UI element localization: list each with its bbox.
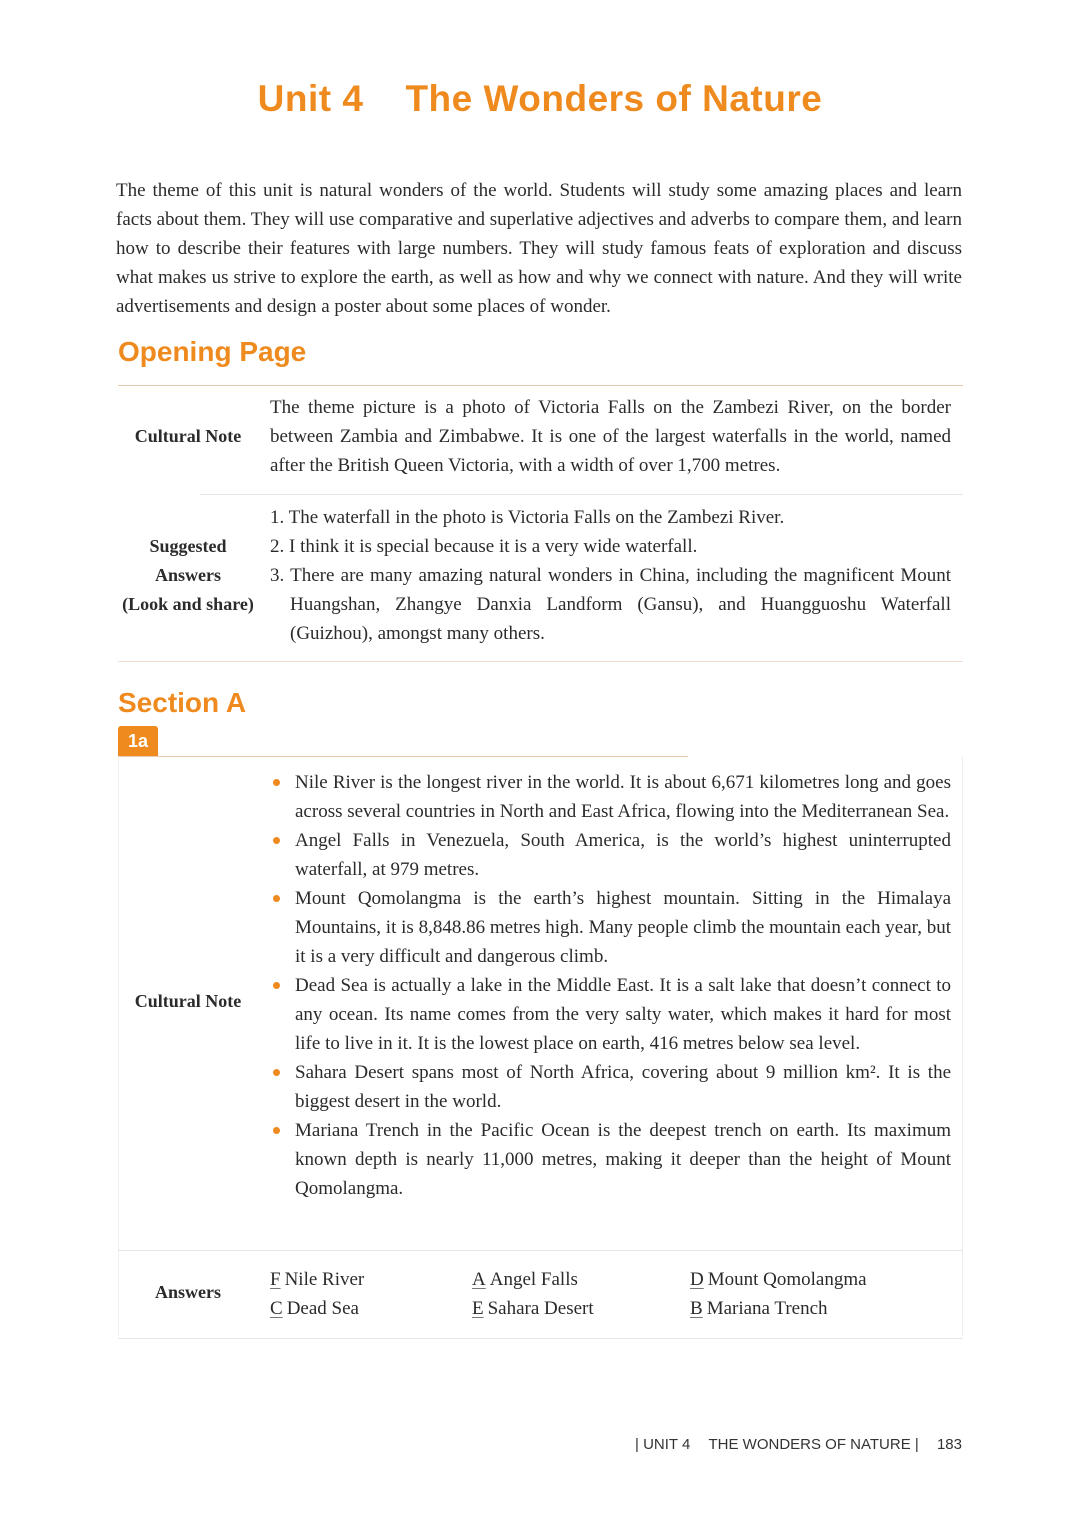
answer-item: 3. There are many amazing natural wonders in China, including the magnificent Mount Huangshan, Zhangye Danxia Landform (Gansu), and Huangguoshu Waterfall (Guizhou), amongst many others. <box>270 565 951 644</box>
suggested-label-line: (Look and share) <box>122 594 254 614</box>
answer-item <box>690 1294 867 1323</box>
section-a-heading: Section A <box>118 687 247 718</box>
answer-letter: F <box>270 1269 281 1290</box>
suggested-answers-label <box>118 532 258 619</box>
divider <box>118 756 119 1336</box>
answer-item <box>270 1265 364 1294</box>
answer-letter: D <box>690 1269 704 1290</box>
answer-item <box>690 1265 867 1294</box>
suggested-label-line: Answers <box>155 565 221 585</box>
divider <box>118 661 963 662</box>
note-text: Angel Falls in Venezuela, South America, is the world’s highest uninterrupted waterfall, at 979 metres. <box>295 830 951 880</box>
cultural-note-label: Cultural Note <box>134 991 242 1011</box>
divider <box>200 494 963 495</box>
opening-page-heading: Opening Page <box>118 336 307 367</box>
answer-letter: A <box>472 1269 486 1290</box>
answers-column <box>270 1265 364 1323</box>
bullet-icon <box>273 1069 280 1076</box>
note-text: Nile River is the longest river in the world. It is about 6,671 kilometres long and goes across several countries in North and East Africa, flowing into the Mediterranean Sea. <box>295 772 951 822</box>
answer-item: 1. The waterfall in the photo is Victoria Falls on the Zambezi River. <box>270 507 785 528</box>
note-text: Mount Qomolangma is the earth’s highest mountain. Sitting in the Himalaya Mountains, it is 8,848.86 metres high. Many people climb the mountain each year, but it is a very difficult and dangerous climb. <box>295 888 951 967</box>
answer-letter: E <box>472 1298 484 1319</box>
note-item <box>270 884 951 971</box>
unit-number: Unit 4 <box>257 78 364 119</box>
intro-paragraph: The theme of this unit is natural wonders of the world. Students will study some amazing places and learn facts about them. They will use comparative and superlative adjectives and adverbs to compare them, and learn how to describe their features with large numbers. They will study famous feats of exploration and discuss what makes us strive to explore the earth, as well as how and why we connect with nature. And they will write advertisements and design a poster about some places of wonder. <box>116 180 962 317</box>
cultural-note-label: Cultural Note <box>134 426 242 446</box>
answer-name: Mariana Trench <box>706 1298 828 1319</box>
answer-name: Nile River <box>284 1269 365 1290</box>
bullet-icon <box>273 982 280 989</box>
divider <box>118 1338 963 1339</box>
answer-item <box>472 1294 594 1323</box>
answers-column <box>472 1265 594 1323</box>
cultural-note-text <box>270 393 951 480</box>
divider <box>118 385 963 386</box>
note-text: Mariana Trench in the Pacific Ocean is the deepest trench on earth. Its maximum known depth is nearly 11,000 metres, making it deeper than the height of Mount Qomolangma. <box>295 1120 951 1199</box>
page-footer <box>621 1436 962 1453</box>
cultural-notes-list <box>270 768 951 1203</box>
answer-name: Dead Sea <box>286 1298 359 1319</box>
bullet-icon <box>273 1127 280 1134</box>
cultural-note-paragraph: The theme picture is a photo of Victoria Falls on the Zambezi River, on the border between Zambia and Zimbabwe. It is one of the largest waterfalls in the world, named after the British Queen Victoria, with a width of over 1,700 metres. <box>270 397 951 476</box>
answer-item: 2. I think it is special because it is a very wide waterfall. <box>270 536 698 557</box>
footer-unit: | UNIT 4 <box>635 1436 691 1453</box>
bullet-icon <box>273 837 280 844</box>
answers-column <box>690 1265 867 1323</box>
answers-label: Answers <box>155 1282 221 1302</box>
note-item <box>270 826 951 884</box>
divider <box>962 756 963 1336</box>
answer-name: Angel Falls <box>489 1269 578 1290</box>
page-number: 183 <box>936 1436 962 1453</box>
unit-title: The Wonders of Nature <box>405 78 823 119</box>
note-text: Dead Sea is actually a lake in the Middle East. It is a salt lake that doesn’t connect to any ocean. Its name comes from the very salty water, which makes it hard for most life to live in it. It is the lowest place on earth, 416 metres below sea level. <box>295 975 951 1054</box>
answer-name: Sahara Desert <box>487 1298 594 1319</box>
page-title <box>0 78 1080 120</box>
answer-name: Mount Qomolangma <box>707 1269 867 1290</box>
footer-title: THE WONDERS OF NATURE | <box>708 1436 919 1453</box>
suggested-label-line: Suggested <box>149 536 227 556</box>
answer-letter: B <box>690 1298 703 1319</box>
divider <box>118 1250 963 1251</box>
answer-item <box>270 1294 364 1323</box>
divider <box>118 756 688 757</box>
note-item <box>270 768 951 826</box>
answer-letter: C <box>270 1298 283 1319</box>
suggested-answers <box>270 503 951 648</box>
exercise-badge: 1a <box>118 726 158 756</box>
bullet-icon <box>273 779 280 786</box>
note-item <box>270 971 951 1058</box>
note-item <box>270 1116 951 1203</box>
bullet-icon <box>273 895 280 902</box>
answer-item <box>472 1265 594 1294</box>
note-text: Sahara Desert spans most of North Africa, covering about 9 million km². It is the biggest desert in the world. <box>295 1062 951 1112</box>
note-item <box>270 1058 951 1116</box>
